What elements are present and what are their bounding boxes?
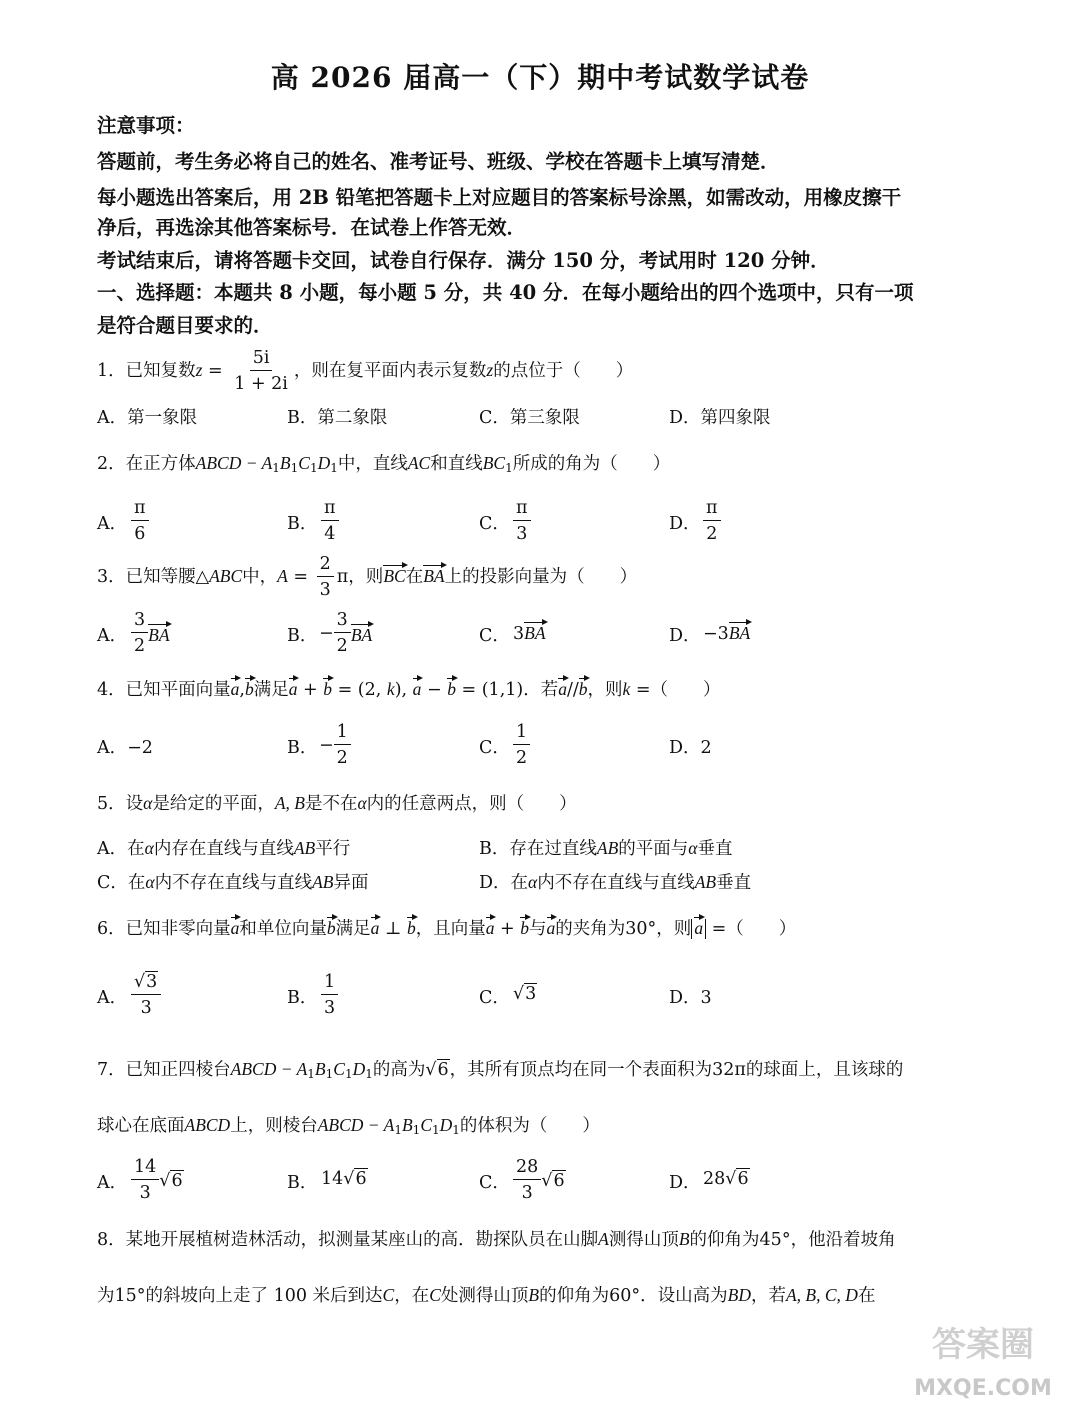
q6-vector-b: b [520,918,530,938]
q2-stem-2: 中，直线 [337,454,408,474]
q6-option-d[interactable]: D．3 [669,988,712,1008]
q8-point-c: C [382,1285,395,1305]
q2-stem: 2．在正方体 [97,454,196,474]
q5-points: A, B [274,793,305,813]
q4-close: ), [394,680,413,700]
q7-option-c-label[interactable]: C． [479,1173,510,1193]
q4-parallel: // [566,680,579,700]
q5-c-line: AB [312,872,334,892]
q3-stem-2: 中， [242,567,278,587]
q4-vector-b: b [447,679,456,699]
q2-option-d-label[interactable]: D． [669,514,701,534]
q1-option-c[interactable]: C．第三象限 [479,408,580,428]
q3-option-c-label[interactable]: C． [479,626,510,646]
q4-stem-2: 满足 [253,680,289,700]
q1-var-z-2: z [486,360,494,380]
q4-vector-a: a [558,679,567,699]
q2-pi: π [513,496,531,521]
q7-option-a-label[interactable]: A． [97,1173,128,1193]
q6-stem-6: 的夹角为30°，则 [555,919,692,939]
q4-b-minus: − [319,735,334,756]
q6-vector-b: b [406,918,416,938]
q2-line-bc: BC [482,453,506,473]
q7-b1: B [314,1059,326,1079]
q6-option-b-label[interactable]: B． [287,988,318,1008]
q4-vector-b: b [578,679,588,699]
q2-option-c-label[interactable]: C． [479,514,510,534]
q5-b-1: B．存在过直线 [479,839,597,859]
q7-sub: 1 [325,1067,334,1081]
q6-stem-2: 和单位向量 [239,919,327,939]
q6-perp: ⊥ [379,919,407,939]
q4-var-k: k [386,679,395,699]
q7-b-radicand: 6 [355,1169,367,1189]
q3-option-a-label[interactable]: A． [97,626,128,646]
q5-a-alpha: α [144,838,154,858]
q6-vector-b: b [326,918,336,938]
q6-stem: 6．已知非零向量 [97,919,231,939]
q2-option-a-label[interactable]: A． [97,514,128,534]
q8-point-a: A [598,1229,609,1249]
q5-c-alpha: α [145,872,155,892]
q4-eq1: = (2, [332,680,387,700]
question-5 [97,790,997,815]
q8-stem-8: ，若 [750,1286,786,1306]
q5-stem-3: 是不在 [304,794,358,814]
q1-fraction [231,346,291,397]
q3-a-vector: BA [148,624,170,645]
watermark-text-bottom: MXQE.COM [914,1376,1052,1401]
q3-stem: 3．已知等腰△ [97,567,210,587]
q5-option-d[interactable] [479,869,751,894]
q2-den-c: 3 [516,524,528,544]
q3-triangle: ABC [209,566,243,586]
q3-d-coef: −3 [703,624,729,644]
q5-alpha: α [143,793,153,813]
q7-d-coef: 28 [703,1169,726,1189]
q6-option-c-label[interactable]: C． [479,988,510,1008]
q2-stem-3: 和直线 [430,454,483,474]
q3-option-d-label[interactable]: D． [669,626,701,646]
q7-sub: 1 [394,1123,402,1137]
q7-option-d-label[interactable]: D． [669,1173,701,1193]
question-4 [97,676,997,701]
q7-option-c[interactable]: $\frac{28}{3}$ √6 [513,1155,566,1206]
q4-plus: + [297,680,324,700]
q8-stem-9: 在 [857,1286,876,1306]
q1-denominator: 1 + 2i [234,374,288,394]
q2-pi: π [131,496,149,521]
q7-d-radicand: 6 [737,1169,749,1189]
q3-option-d[interactable] [703,622,750,644]
q7-b-coef: 14 [321,1169,344,1189]
q7-frustum: ABCD − A [230,1059,308,1079]
q3-stem-5: 上的投影向量为（ ） [444,567,638,587]
notes-heading: 注意事项： [97,114,195,137]
q5-option-c[interactable] [97,869,368,894]
q3-option-c[interactable] [513,622,546,644]
q6-a-den: 3 [140,998,152,1018]
q7-c-radicand: 6 [553,1170,565,1191]
q7-a-num: 14 [131,1155,159,1180]
q7-radicand: 6 [437,1060,449,1080]
q6-vector-a: a [485,918,495,938]
q3-a-num: 3 [131,608,148,633]
q2-den-a: 6 [134,524,146,544]
q8-point-b-2: B [528,1285,540,1305]
q7-c-den: 3 [521,1183,533,1203]
q7-sub: 1 [307,1067,315,1081]
question-7-line-1 [97,1056,997,1081]
q6-b-den: 3 [324,998,336,1018]
note-item-2a: 每小题选出答案后，用 2B 铅笔把答题卡上对应题目的答案标号涂黑，如需改动，用橡皮擦干 [97,186,902,209]
q4-stem-4: =（ ） [630,680,721,700]
q5-option-b[interactable] [479,835,732,860]
q8-stem-3: 的仰角为45°，他沿着坡角 [689,1230,896,1250]
q4-comma: , [239,680,245,700]
q4-option-c[interactable] [513,720,530,771]
q3-b-vector: BA [350,624,373,645]
q2-sub: 1 [505,461,513,475]
q6-stem-4: ，且向量 [415,919,486,939]
q3-vector-ba: BA [423,566,445,586]
q3-num: 2 [317,552,334,577]
q3-c-coef: 3 [513,624,525,644]
q7-d1: D [439,1115,453,1135]
q2-pi: π [703,496,721,521]
q4-option-d[interactable]: D．2 [669,738,712,758]
q3-option-b-label[interactable]: B． [287,626,318,646]
q6-magnitude [691,919,706,939]
q5-d-2: 内不存在直线与直线 [537,873,695,893]
q5-stem-4: 内的任意两点，则（ ） [366,794,577,814]
q7-a-den: 3 [139,1183,151,1203]
q7-stem-2: 的高为 [372,1060,426,1080]
q1-var-z: z [195,360,203,380]
q5-stem-2: 是给定的平面， [152,794,275,814]
q2-cube: ABCD − A [195,453,273,473]
q3-option-a[interactable] [131,608,170,659]
q5-b-2: 的平面与 [618,839,689,859]
q5-d-alpha: α [528,872,538,892]
q2-pi: π [321,496,339,521]
q5-c-2: 内不存在直线与直线 [154,873,313,893]
q2-c1: C [298,453,310,473]
q7-sub: 1 [412,1123,421,1137]
q7-option-d[interactable]: 28√6 [703,1169,749,1189]
question-8-line-2 [97,1282,997,1307]
q2-option-a[interactable] [131,496,149,547]
question-3 [97,552,997,603]
q2-sub: 1 [290,461,299,475]
q7-c1: C [333,1059,345,1079]
q7-base: ABCD [184,1115,231,1135]
q4-vector-b: b [323,679,333,699]
q6-option-b[interactable] [321,970,338,1021]
section-1-heading-a: 一、选择题：本题共 8 小题，每小题 5 分，共 40 分．在每小题给出的四个选项中，只有一项 [97,281,914,304]
q8-height: BD [727,1285,751,1305]
q2-stem-4: 所成的角为（ ） [512,454,671,474]
q8-points: A, B, C, D [785,1285,858,1305]
sqrt-3: √3 [134,972,158,992]
q4-option-b[interactable] [319,720,351,771]
q4-var-k-2: k [622,679,631,699]
q6-option-a[interactable] [131,970,161,1021]
q1-stem-2: ，则在复平面内表示复数 [293,361,487,381]
q2-option-c[interactable] [513,496,531,547]
q7-c1: C [420,1115,432,1135]
q2-sub: 1 [309,461,318,475]
q7-frustum-2: ABCD − A [317,1115,395,1135]
q8-stem-4: 为15°的斜坡向上走了 100 米后到达 [97,1286,383,1306]
q5-a-3: 平行 [315,839,351,859]
note-item-3: 考试结束后，请将答题卡交回，试卷自行保存．满分 150 分，考试用时 120 分钟． [97,249,830,272]
q2-option-b[interactable] [321,496,339,547]
q7-stem-3: ，其所有顶点均在同一个表面积为32π的球面上，且该球的 [449,1060,904,1080]
q2-den-b: 4 [324,524,336,544]
q8-stem: 8．某地开展植树造林活动，拟测量某座山的高．勘探队员在山脚 [97,1230,599,1250]
q7-sub: 1 [432,1123,440,1137]
q5-option-a[interactable] [97,835,350,860]
q2-b1: B [279,453,291,473]
q6-a-radicand: 3 [146,972,158,992]
watermark-text-top: 答案圈 [932,1325,1034,1365]
q4-vector-a: a [412,679,422,699]
q7-sub: 1 [452,1123,460,1137]
q4-c-den: 2 [516,748,528,768]
q4-option-c-label[interactable]: C． [479,738,510,758]
q6-option-c[interactable]: √3 [513,984,537,1004]
q3-d-vector: BA [728,623,751,643]
q4-minus: − [421,680,448,700]
q3-b-num: 3 [334,608,351,633]
q1-option-a[interactable]: A．第一象限 [97,408,198,428]
question-1 [97,346,997,397]
q5-alpha-2: α [357,793,367,813]
q7-d1: D [352,1059,366,1079]
q3-eq: = [287,567,314,587]
q6-vector-a: a [230,918,240,938]
q5-a-2: 内存在直线与直线 [153,839,294,859]
q3-c-vector: BA [524,623,546,643]
q7-stem-4: 球心在底面 [97,1116,185,1136]
q8-stem-6: 处测得山顶 [440,1286,529,1306]
q3-b-den: 2 [336,636,348,656]
q1-option-b[interactable]: B．第二象限 [287,408,388,428]
q6-plus: + [494,919,521,939]
question-8-line-1 [97,1226,997,1251]
q5-a-1: A．在 [97,839,145,859]
q8-stem-2: 测得山顶 [608,1230,679,1250]
q4-option-b-label[interactable]: B． [287,738,318,758]
q3-den: 3 [319,580,331,600]
q7-sub: 1 [344,1067,353,1081]
q7-c-num: 28 [513,1155,541,1180]
question-2 [97,450,997,475]
q5-stem: 5．设 [97,794,144,814]
q3-option-b[interactable] [319,608,372,659]
q6-c-radicand: 3 [525,984,537,1004]
note-item-2b: 净后，再选涂其他答案标号．在试卷上作答无效． [97,216,527,239]
q5-b-line: AB [596,838,619,858]
question-6 [97,915,997,940]
q7-stem-5: 上，则棱台 [230,1116,318,1136]
q4-b-num: 1 [334,720,351,745]
q7-sub: 1 [365,1067,373,1081]
q7-stem-6: 的体积为（ ） [459,1116,600,1136]
q4-stem: 4．已知平面向量 [97,680,231,700]
q8-point-c-2: C [429,1285,441,1305]
q7-stem: 7．已知正四棱台 [97,1060,231,1080]
q6-vector-a: a [694,918,704,938]
q4-b-den: 2 [336,748,348,768]
q6-stem-7: =（ ） [706,919,797,939]
q5-a-line: AB [293,838,316,858]
q6-option-a-label[interactable]: A． [97,988,128,1008]
q1-stem-3: 的点位于（ ） [493,361,634,381]
q8-stem-7: 的仰角为60°．设山高为 [539,1286,728,1306]
q4-option-a[interactable]: A．−2 [97,738,153,758]
q7-b1: B [401,1115,413,1135]
q4-vector-b: b [244,679,254,699]
q5-b-alpha: α [688,838,698,858]
q6-stem-5: 与 [529,919,547,939]
q2-sub: 1 [330,461,338,475]
q5-c-1: C．在 [97,873,146,893]
q3-vector-bc: BC [383,566,406,586]
q4-eq2: = (1,1)．若 [455,680,559,700]
q7-option-b-label[interactable]: B． [287,1173,318,1193]
q2-sub: 1 [272,461,280,475]
q4-vector-a: a [230,679,240,699]
section-1-heading-b: 是符合题目要求的． [97,314,273,337]
q3-b-minus: − [319,623,334,644]
q5-b-3: 垂直 [697,839,733,859]
q2-line-ac: AC [407,453,431,473]
q4-vector-a: a [288,679,298,699]
q5-d-1: D．在 [479,873,529,893]
q6-vector-a: a [546,918,556,938]
q7-option-a[interactable]: $\frac{14}{3}$ √6 [131,1155,184,1206]
q1-option-d[interactable]: D．第四象限 [669,408,771,428]
question-7-line-2 [97,1112,997,1137]
q3-stem-4: 在 [405,567,424,587]
q5-d-line: AB [694,872,717,892]
note-item-1: 答题前，考生务必将自己的姓名、准考证号、班级、学校在答题卡上填写清楚． [97,150,780,173]
q6-b-num: 1 [321,970,338,995]
q7-a-radicand: 6 [171,1170,183,1191]
watermark-logo [908,1317,1058,1401]
q3-fraction [317,552,334,603]
q7-option-b[interactable]: 14√6 [321,1169,367,1189]
q2-option-b-label[interactable]: B． [287,514,318,534]
q4-stem-3: ，则 [587,680,623,700]
q6-stem-3: 满足 [335,919,371,939]
q2-d1: D [317,453,331,473]
q1-numerator: 5i [250,346,273,371]
q1-eq: = [202,361,229,381]
q5-d-3: 垂直 [716,873,752,893]
q3-stem-3: π，则 [336,567,384,587]
q5-c-3: 异面 [333,873,369,893]
q2-den-d: 2 [706,524,718,544]
sqrt-6: √6 [425,1060,449,1080]
q1-stem: 1．已知复数 [97,361,196,381]
q8-point-b: B [678,1229,690,1249]
exam-title: 高 2026 届高一（下）期中考试数学试卷 [270,61,810,94]
q2-option-d[interactable] [703,496,721,547]
q8-stem-5: ，在 [394,1286,430,1306]
q3-a-den: 2 [134,636,146,656]
q4-c-num: 1 [513,720,530,745]
q3-angle-a: A [277,566,288,586]
q6-vector-a: a [370,918,380,938]
